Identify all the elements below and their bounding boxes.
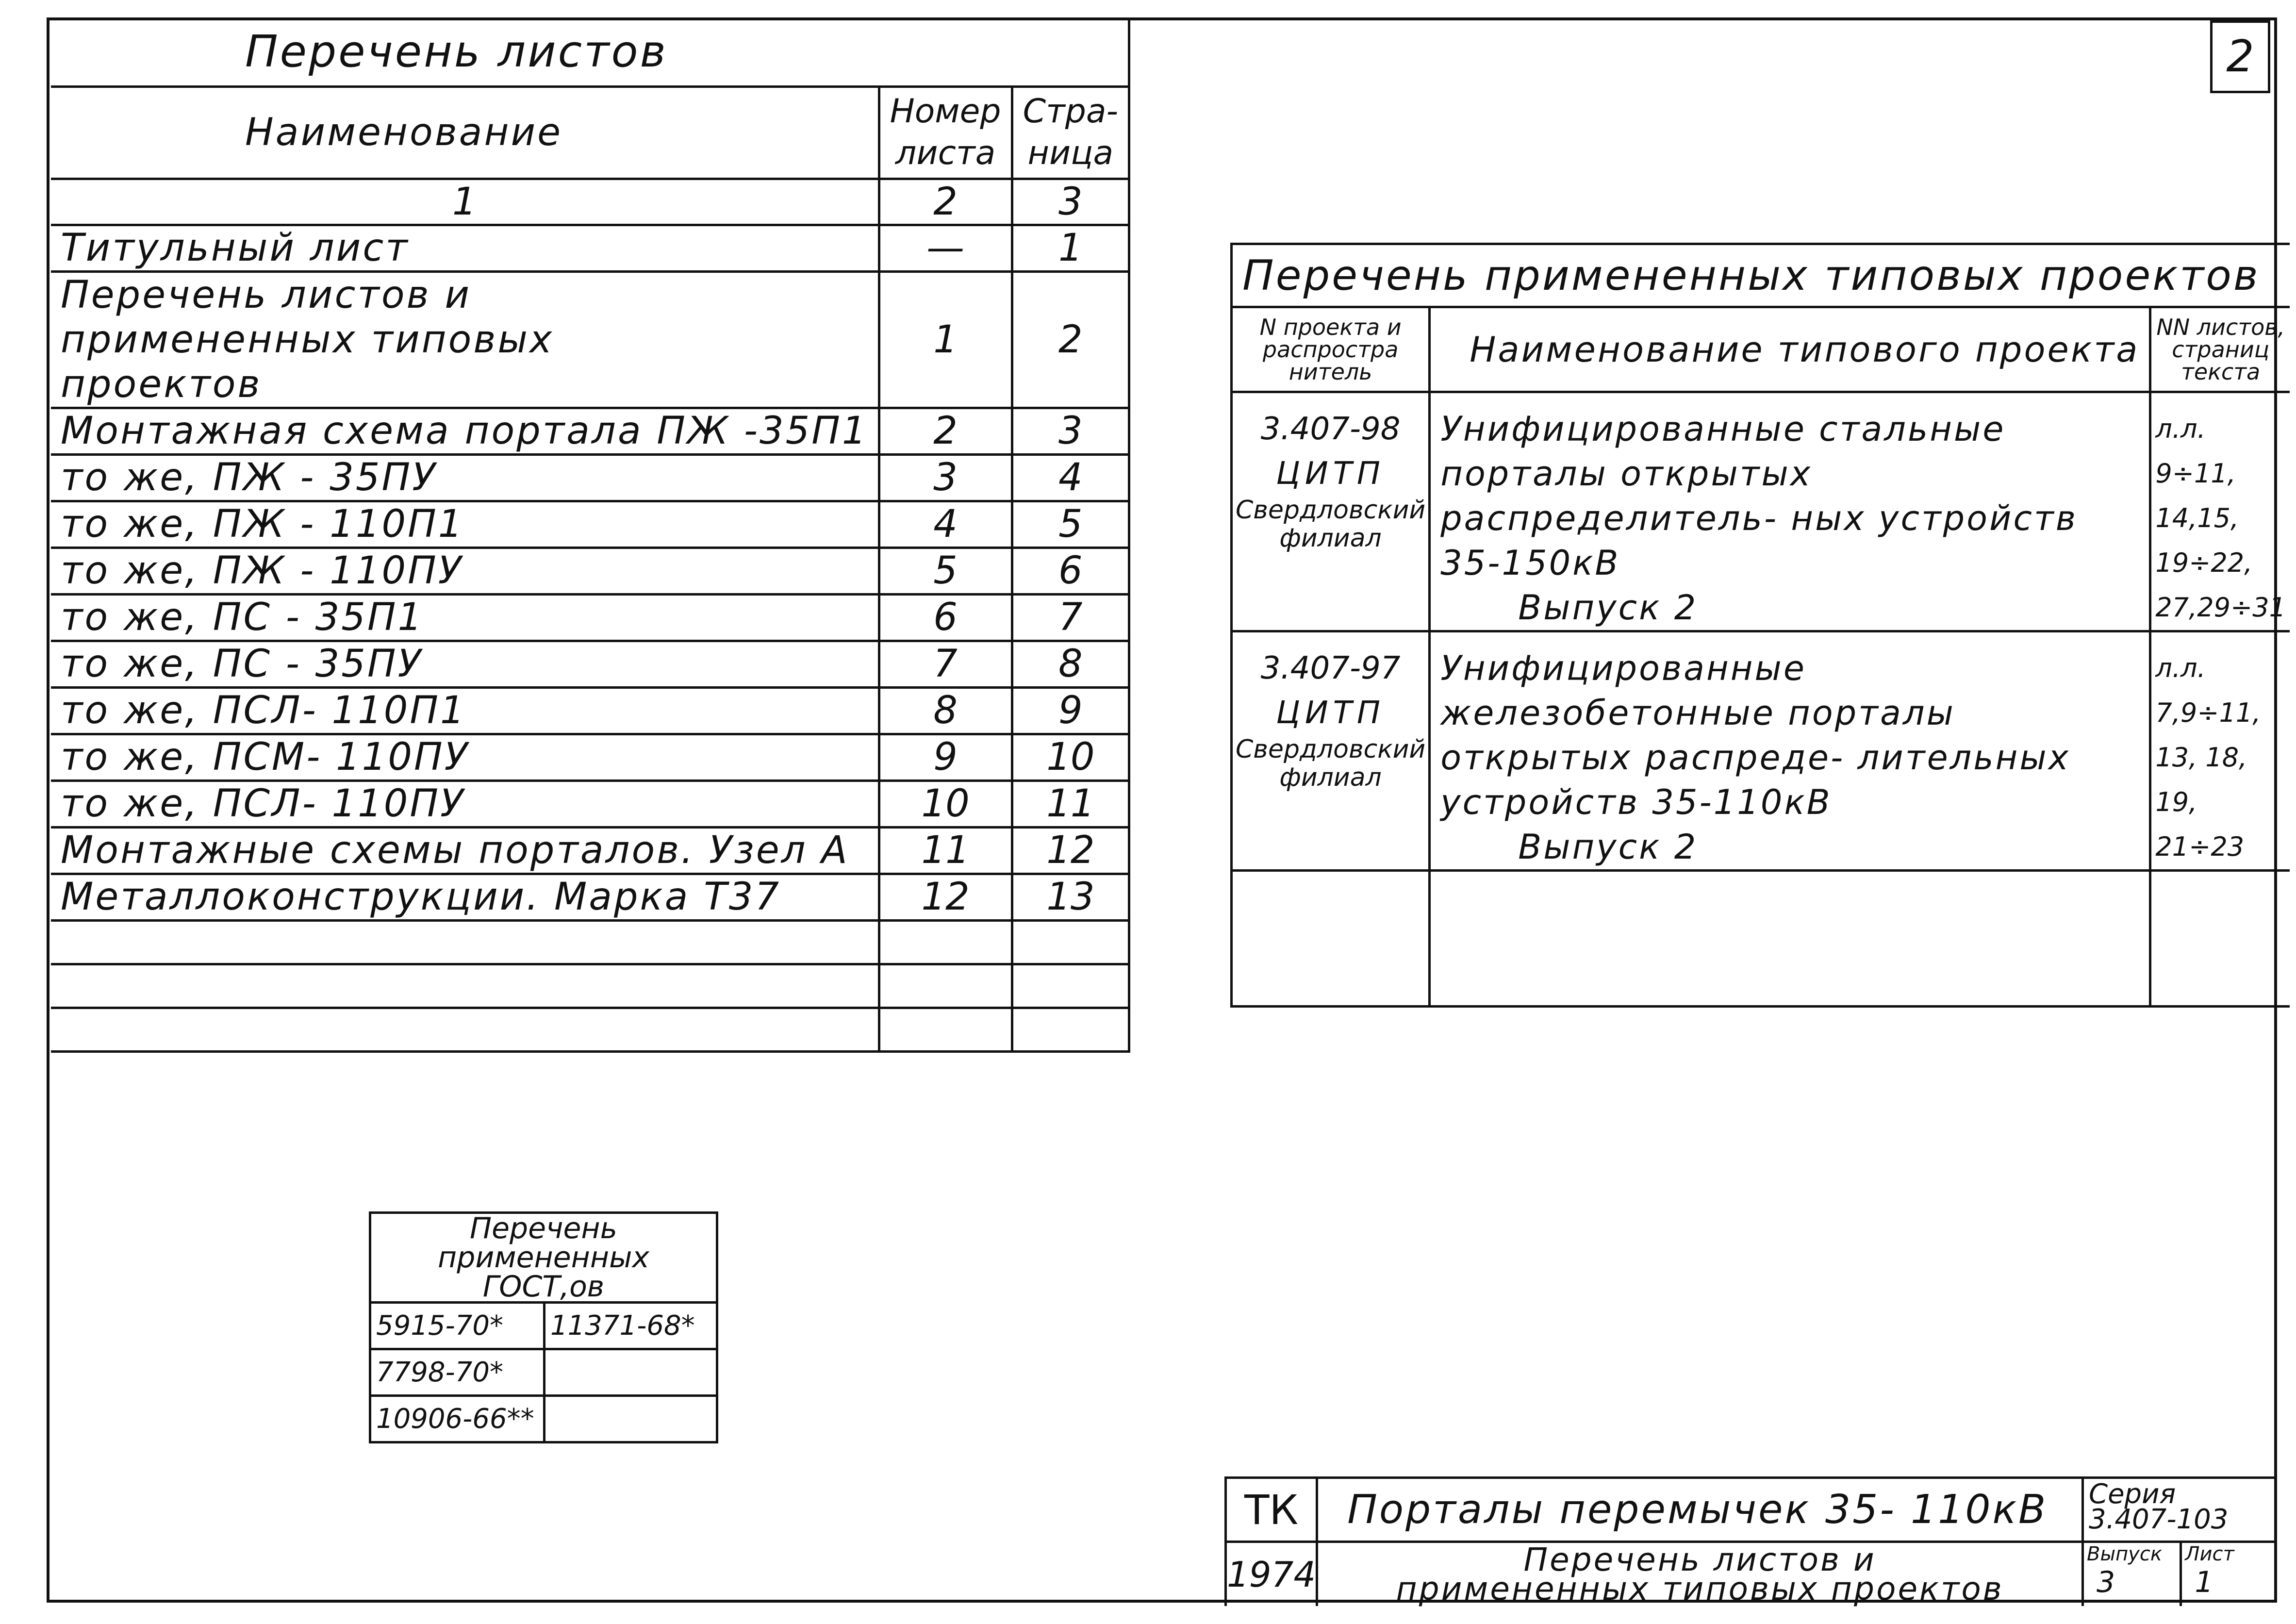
project-code: 3.407-98 [1260, 411, 1401, 447]
col-number: 2 [879, 179, 1012, 225]
projects-title: Перечень примененных типовых проектов [1232, 244, 2290, 307]
sheet-name: то же, ПСЛ- 110ПУ [51, 780, 879, 827]
page-number-cell: 1 [1012, 225, 1129, 271]
col-number: 1 [51, 179, 879, 225]
sheet-name: то же, ПС - 35П1 [51, 594, 879, 641]
gost-number: 11371-68* [544, 1303, 717, 1349]
project-name: Унифицированные железобетонные порталы открытых распреде- лительных устройств 35-110кВ [1440, 648, 2071, 822]
table-row [1232, 631, 2290, 871]
sheet-name: Монтажные схемы порталов. Узел А [51, 827, 879, 874]
sheet-label: Лист [2185, 1543, 2234, 1565]
page-number-cell: 11 [1012, 780, 1129, 827]
table-row [1232, 392, 2290, 631]
sheet-number: 6 [879, 594, 1012, 641]
sheet-number: 12 [879, 874, 1012, 920]
sheet-number: 1 [2195, 1565, 2213, 1599]
col-code-header: N проекта и распростра нитель [1232, 307, 1430, 392]
project-pages: л.л. 9÷11, 14,15, 19÷22, 27,29÷31 [2150, 392, 2290, 631]
sheet-number: 3 [879, 454, 1012, 501]
table-row [51, 827, 1129, 874]
sheet-name: то же, ПСЛ- 110П1 [51, 687, 879, 734]
gost-table [369, 1211, 718, 1443]
sheet-number: 7 [879, 641, 1012, 687]
project-issue: Выпуск 2 [1518, 827, 1698, 867]
project-code: 3.407-97 [1260, 650, 1401, 686]
page-number-cell: 13 [1012, 874, 1129, 920]
sheet-number: 10 [879, 780, 1012, 827]
sheet-list-title: Перечень листов [51, 18, 1129, 86]
project-pages: л.л. 7,9÷11, 13, 18, 19, 21÷23 [2150, 631, 2290, 871]
empty-row [1232, 871, 2290, 1007]
project-branch: Свердловский филиал [1236, 735, 1426, 792]
page-number-cell: 4 [1012, 454, 1129, 501]
sheet-number: 2 [879, 408, 1012, 454]
project-issue: Выпуск 2 [1518, 588, 1698, 628]
table-row [51, 641, 1129, 687]
table-row [370, 1349, 717, 1396]
series-label: Серия [2089, 1478, 2176, 1510]
gost-number: 7798-70* [370, 1349, 545, 1396]
project-name: Унифицированные стальные порталы открытых распределитель- ных устройств 35-150кВ [1440, 409, 2078, 583]
table-row [51, 734, 1129, 780]
project-org: ЦИТП [1276, 695, 1385, 731]
page-number-cell: 3 [1012, 408, 1129, 454]
sheet-name: Титульный лист [51, 225, 879, 271]
sheet-number: 1 [879, 271, 1012, 408]
title-block [1224, 1476, 2277, 1606]
empty-row [51, 1008, 1129, 1051]
table-row [370, 1396, 717, 1442]
table-row [51, 547, 1129, 594]
sheet-name: Монтажная схема портала ПЖ -35П1 [51, 408, 879, 454]
sheet-number: 11 [879, 827, 1012, 874]
page-number: 2 [2210, 20, 2270, 93]
sheet-number: 8 [879, 687, 1012, 734]
project-branch: Свердловский филиал [1236, 496, 1426, 553]
project-org: ЦИТП [1276, 456, 1385, 492]
page-number-cell: 8 [1012, 641, 1129, 687]
page-number-cell: 6 [1012, 547, 1129, 594]
page-number-cell: 7 [1012, 594, 1129, 641]
sheet-number: 5 [879, 547, 1012, 594]
table-row [51, 687, 1129, 734]
page-number-cell: 12 [1012, 827, 1129, 874]
sheet-name: то же, ПЖ - 110ПУ [51, 547, 879, 594]
page-number-cell: 9 [1012, 687, 1129, 734]
table-row [51, 454, 1129, 501]
gost-number [544, 1349, 717, 1396]
table-row [51, 225, 1129, 271]
col-page-header: Стра- ница [1012, 86, 1129, 179]
sheet-number: 9 [879, 734, 1012, 780]
sheet-name: то же, ПС - 35ПУ [51, 641, 879, 687]
table-row [51, 501, 1129, 547]
page-number-cell: 5 [1012, 501, 1129, 547]
table-row [51, 408, 1129, 454]
table-row [51, 271, 1129, 408]
col-pages-header: NN листов, страниц текста [2150, 307, 2290, 392]
sheet-name: то же, ПСМ- 110ПУ [51, 734, 879, 780]
issue-label: Выпуск [2087, 1543, 2162, 1565]
empty-row [51, 920, 1129, 964]
drawing-subtitle: Перечень листов и примененных типовых проектов [1317, 1542, 2083, 1606]
issue-number: 3 [2097, 1565, 2115, 1599]
gost-number: 10906-66** [370, 1396, 545, 1442]
table-row [51, 874, 1129, 920]
col-project-name-header: Наименование типового проекта [1430, 307, 2150, 392]
gost-title: Перечень примененных ГОСТ,ов [370, 1213, 717, 1303]
sheet-name: то же, ПЖ - 110П1 [51, 501, 879, 547]
col-name-header: Наименование [51, 86, 879, 179]
col-sheet-header: Номер листа [879, 86, 1012, 179]
org-code: ТК [1226, 1478, 1317, 1542]
table-row [51, 594, 1129, 641]
series-number: 3.407-103 [2089, 1504, 2229, 1535]
page-number-cell: 2 [1012, 271, 1129, 408]
sheet-name: то же, ПЖ - 35ПУ [51, 454, 879, 501]
table-row [370, 1303, 717, 1349]
drawing-name: Порталы перемычек 35- 110кВ [1317, 1478, 2083, 1542]
typical-projects-table [1230, 243, 2290, 1008]
gost-number [544, 1396, 717, 1442]
sheet-name: Перечень листов и примененных типовых проектов [51, 271, 879, 408]
table-row [51, 780, 1129, 827]
sheet-name: Металлоконструкции. Марка Т37 [51, 874, 879, 920]
sheet-list-table [51, 18, 1130, 1053]
sheet-number: — [879, 225, 1012, 271]
page-number-cell: 10 [1012, 734, 1129, 780]
col-number: 3 [1012, 179, 1129, 225]
empty-row [51, 964, 1129, 1008]
gost-number: 5915-70* [370, 1303, 545, 1349]
year: 1974 [1226, 1542, 1317, 1606]
sheet-number: 4 [879, 501, 1012, 547]
